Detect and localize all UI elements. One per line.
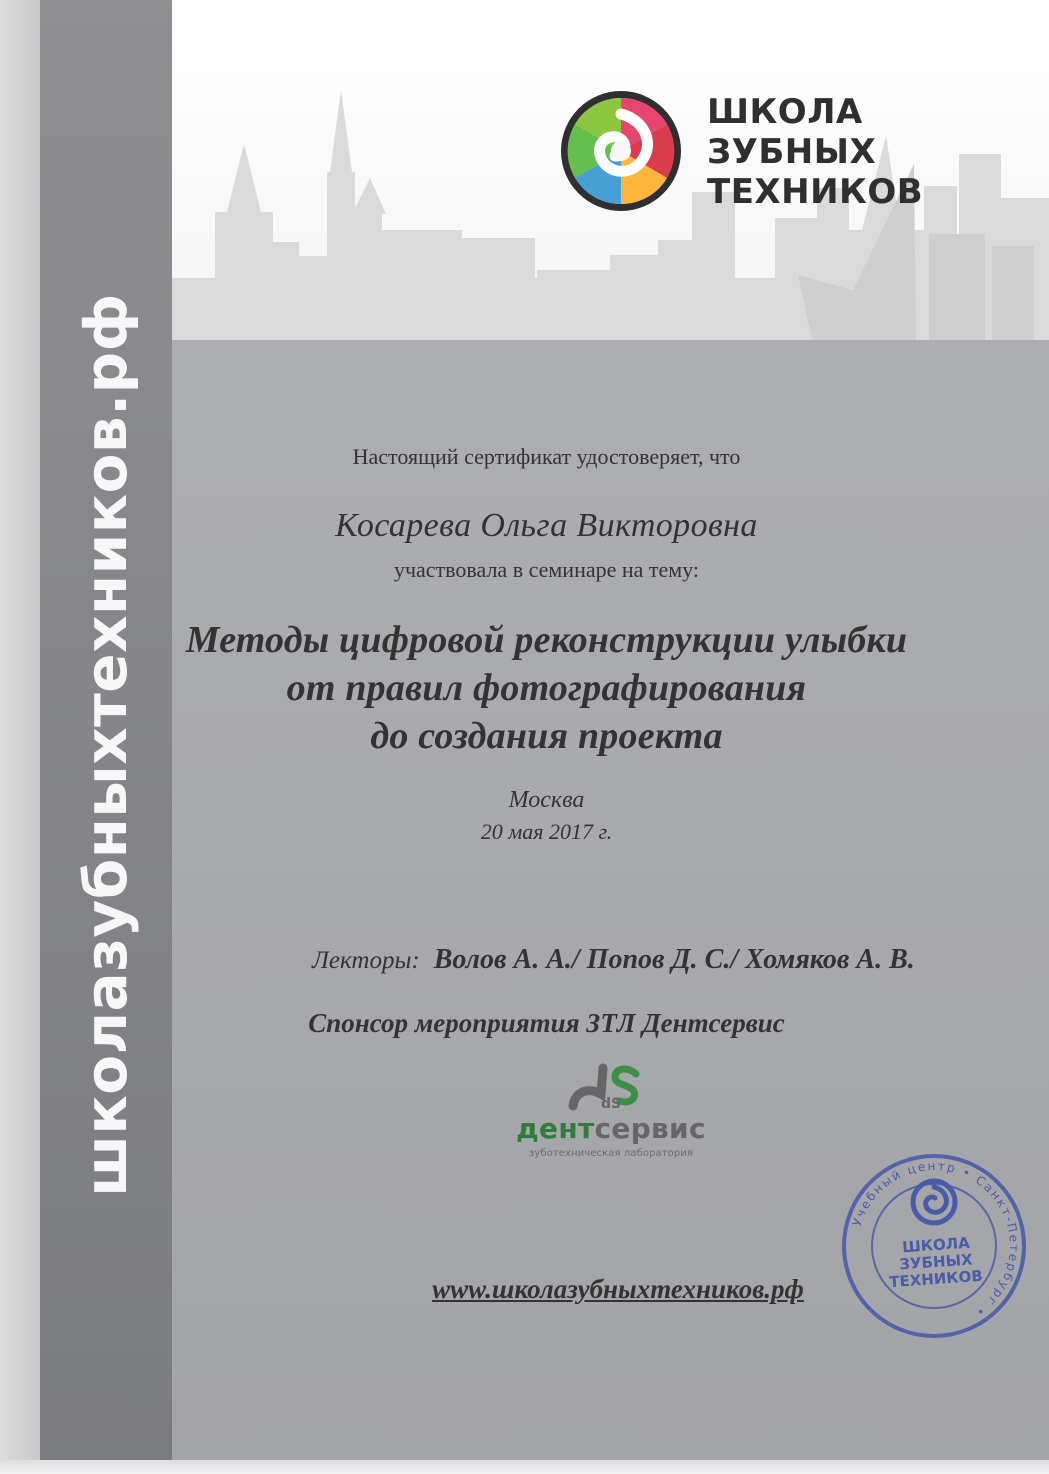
page-left-edge [0,0,40,1474]
certificate-intro: Настоящий сертификат удостоверяет, что [352,444,741,469]
header-area [172,0,1049,340]
ds-mark-text: dS [601,1096,622,1112]
lecturers-row [312,944,1012,976]
sponsor-logo [511,1060,711,1170]
seminar-topic-line-3: до создания проекта [370,715,723,757]
page-bottom-edge [0,1460,1049,1474]
sponsor-name [511,1112,711,1145]
seal-aperture-icon [913,1181,955,1223]
seminar-topic-line-1: Методы цифровой реконструкции улыбки [185,619,908,661]
lecturers-label: Лекторы: [312,947,420,974]
side-band [40,0,172,1460]
sponsor-name-part-2: сервис [594,1112,706,1145]
seminar-topic-line-2: от правил фотографирования [286,667,807,709]
logo-line-1: ШКОЛА [707,92,863,132]
logo-line-3: ТЕХНИКОВ [707,172,924,212]
sponsor-name-part-1: дент [516,1112,595,1145]
seminar-date: 20 мая 2017 г. [480,819,613,844]
logo-line-2: ЗУБНЫХ [707,132,877,172]
seal-ring-text: Учебный центр • Санкт-Петербург • [849,1158,1022,1321]
seal-title-line-1: ШКОЛА [901,1233,971,1257]
sponsor-text: Спонсор мероприятия ЗТЛ Дентсервис [308,1008,785,1038]
seal-title-line-3: ТЕХНИКОВ [888,1266,984,1292]
certificate-sheet [40,0,1049,1460]
participation-text: участвовала в семинаре на тему: [393,557,700,582]
lecturers-names: Волов А. А./ Попов Д. С./ Хомяков А. В. [433,944,915,975]
side-website: школазубныхтехников.рф [72,293,140,1197]
participant-name: Косарева Ольга Викторовна [335,507,758,544]
ds-icon [565,1060,651,1114]
school-aperture-icon [556,86,686,216]
sponsor-subtitle: зуботехническая лаборатория [528,1148,694,1159]
seminar-city: Москва [508,787,585,813]
school-seal [838,1150,1030,1342]
seal-title-line-2: ЗУБНЫХ [898,1250,974,1274]
certificate-website: www.школазубныхтехников.рф [432,1274,804,1304]
school-logo-text [707,92,967,212]
